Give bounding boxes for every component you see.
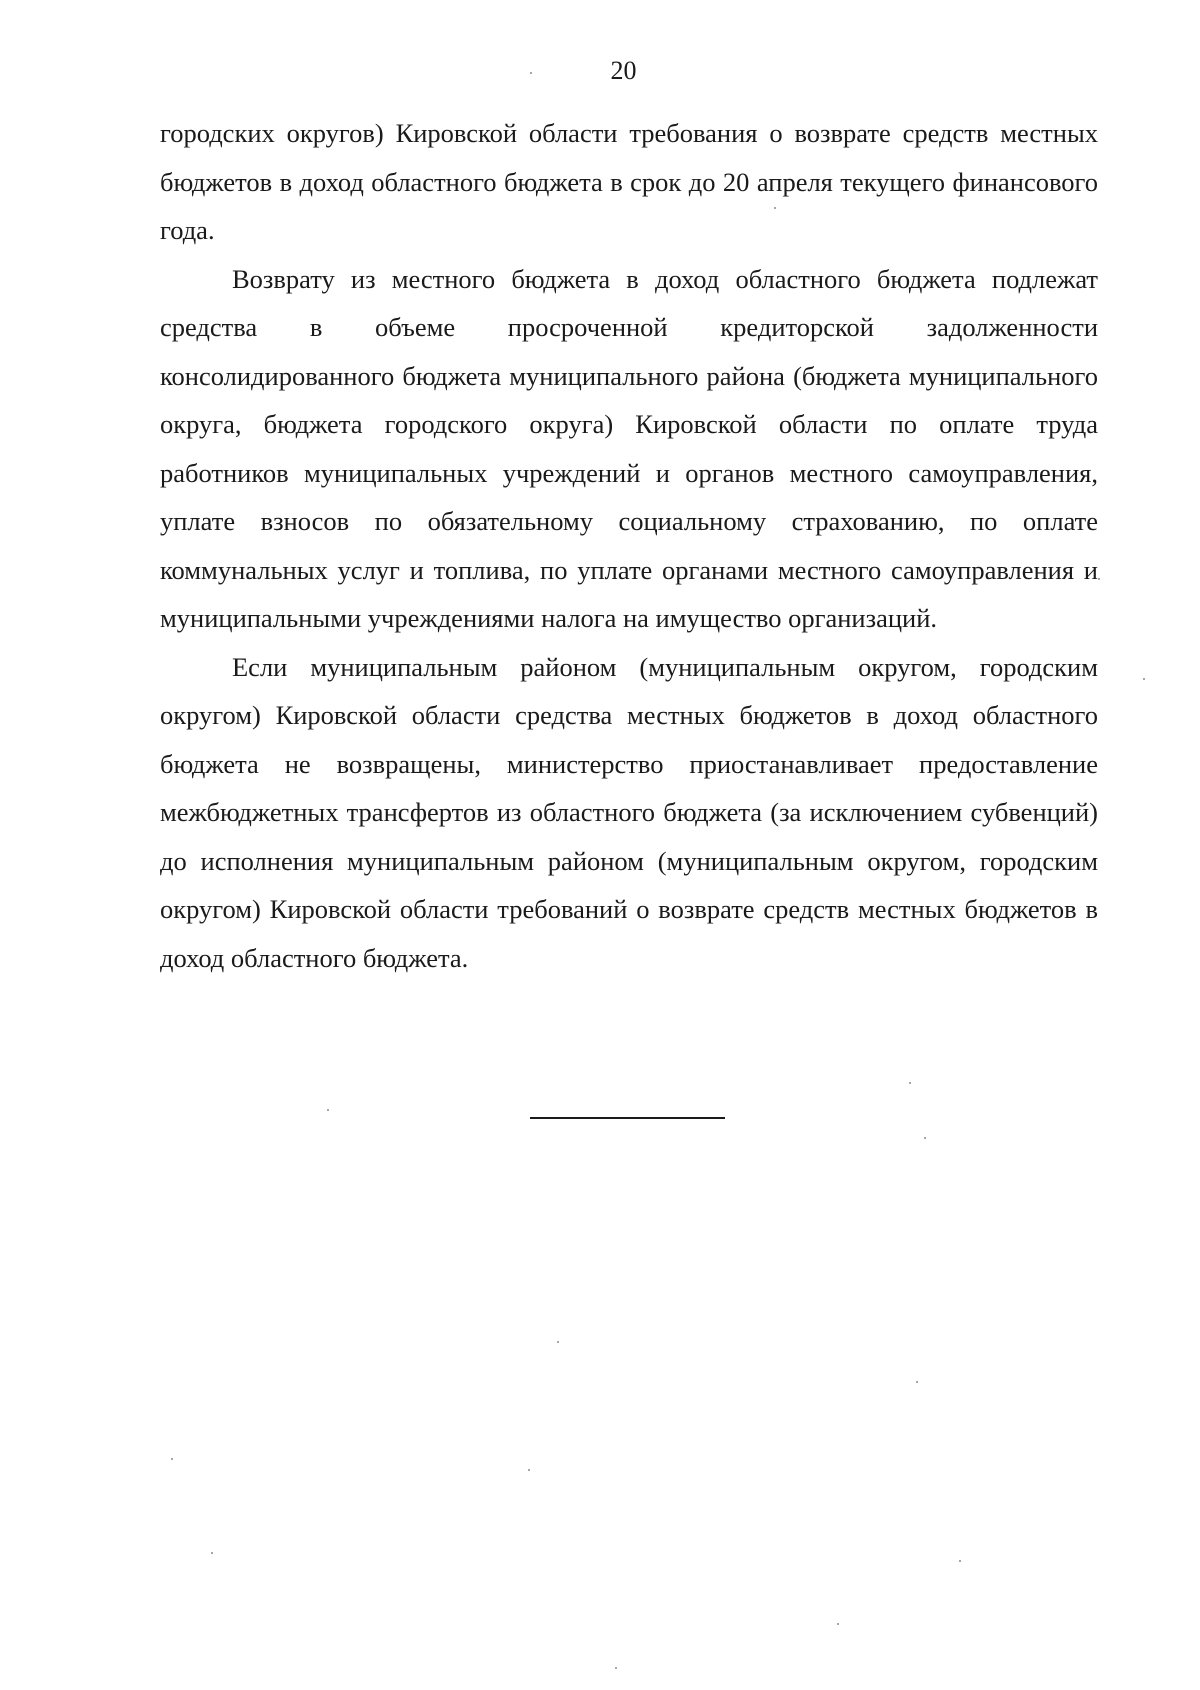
end-of-document-rule xyxy=(530,1117,725,1119)
scan-speck xyxy=(530,72,532,74)
paragraph-suspension: Если муниципальным районом (муниципальным округом, городским округом) Кировской области средства местных бюджетов в доход областного бюджета не возвращены, министерство приостанавливает предоставление межбюджетных трансфертов из областного бюджета (за исключением субвенций) до исполнения муниципальным районом (муниципальным округом, городским округом) Кировской области требований о возврате средств местных бюджетов в доход областного бюджета. xyxy=(160,651,1098,973)
scan-speck xyxy=(171,1458,173,1460)
scan-speck xyxy=(774,207,776,209)
page-number: 20 xyxy=(610,56,637,85)
scan-speck xyxy=(1098,578,1100,580)
scan-speck xyxy=(327,1109,329,1111)
scan-speck xyxy=(615,1667,617,1669)
scan-speck xyxy=(557,1341,559,1343)
scan-speck xyxy=(909,1082,911,1084)
document-body xyxy=(160,109,1098,982)
paragraph-continuation: городских округов) Кировской области требования о возврате средств местных бюджетов в доход областного бюджета в срок до 20 апреля текущего финансового года. xyxy=(160,118,1098,245)
scan-speck xyxy=(528,1469,530,1471)
paragraph-return-of-funds: Возврату из местного бюджета в доход областного бюджета подлежат средства в объеме просроченной кредиторской задолженности консолидированного бюджета муниципального района (бюджета муниципального округа, бюджета городского округа) Кировской области по оплате труда работников муниципальных учреждений и органов местного самоуправления, уплате взносов по обязательному социальному страхованию, по оплате коммунальных услуг и топлива, по уплате органами местного самоуправления и муниципальными учреждениями налога на имущество организаций. xyxy=(160,263,1098,633)
scan-speck xyxy=(924,1137,926,1139)
scan-speck xyxy=(837,1623,839,1625)
scan-speck xyxy=(1143,678,1145,680)
scan-speck xyxy=(959,1560,961,1562)
scan-speck xyxy=(211,1552,213,1554)
scan-speck xyxy=(916,1381,918,1383)
